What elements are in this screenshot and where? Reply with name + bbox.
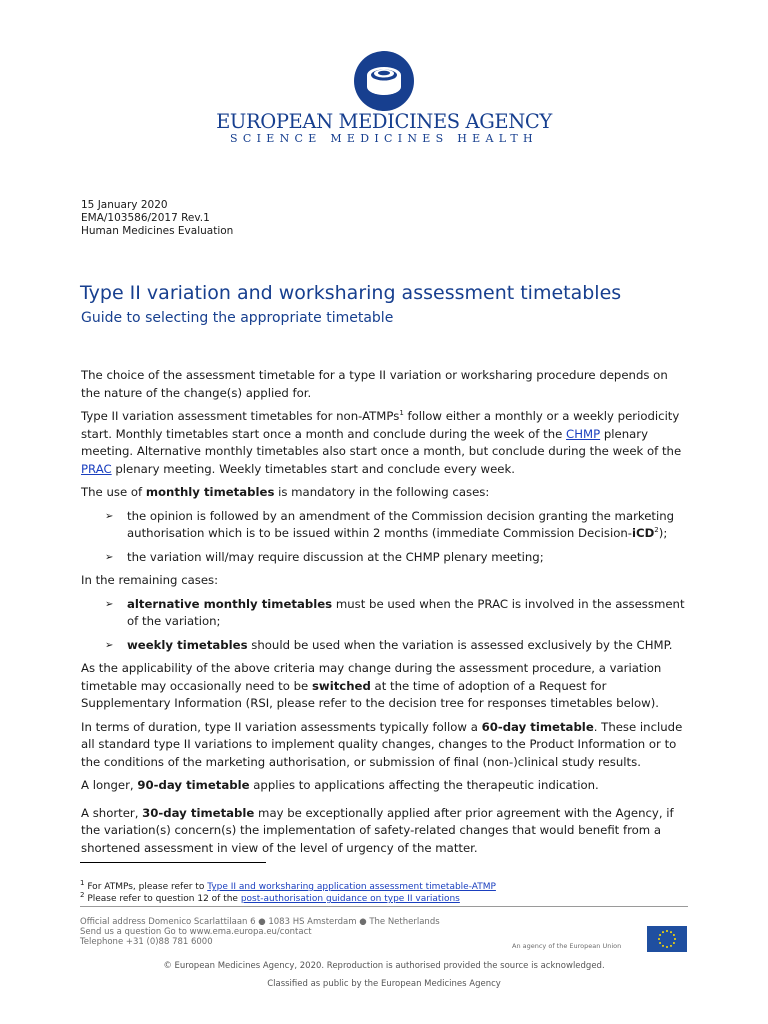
contact-line: Send us a question Go to www.ema.europa.eu/contact	[80, 927, 312, 937]
document-date: 15 January 2020	[81, 199, 168, 211]
eu-flag-icon	[647, 926, 687, 952]
paragraph-text: . These include all standard type II variations to implement quality changes, changes to the Product Information or to the conditions of the marketing authorisation, or submission of final (non-)clinical study results.	[81, 719, 683, 769]
paragraph-text: at the time of adoption of a Request for Supplementary Information (RSI, please refer to the decision tree for responses timetables below).	[81, 678, 659, 710]
eu-agency-label: An agency of the European Union	[512, 942, 622, 950]
bold-text: switched	[311, 678, 371, 693]
paragraph-text: A shorter,	[81, 805, 143, 820]
paragraph	[81, 660, 689, 713]
paragraph	[81, 777, 689, 795]
copyright-notice: © European Medicines Agency, 2020. Reproduction is authorised provided the source is acknowledged.	[163, 961, 605, 971]
eu-star-icon	[658, 938, 660, 940]
eu-star-icon	[670, 931, 672, 933]
bold-text: 30-day timetable	[142, 805, 255, 820]
agency-name: EUROPEAN MEDICINES AGENCY	[216, 110, 552, 133]
footnote-marker: 2	[654, 526, 659, 535]
eu-star-icon	[659, 934, 661, 936]
paragraph-text: The choice of the assessment timetable for a type II variation or worksharing procedure depends on the nature of the change(s) applied for.	[81, 368, 668, 400]
document-reference: EMA/103586/2017 Rev.1	[81, 212, 210, 224]
eu-star-icon	[666, 930, 668, 932]
paragraph-text: plenary meeting. Weekly timetables start and conclude every week.	[111, 461, 515, 476]
footnote-number: 2	[80, 891, 85, 899]
footnote-number: 1	[80, 879, 85, 887]
post-authorisation-guidance-link[interactable]: post-authorisation guidance on type II variations	[240, 894, 460, 904]
document-division: Human Medicines Evaluation	[81, 225, 234, 237]
paragraph-text: As the applicability of the above criteria may change during the assessment procedure, a variation timetable may occasionally need to be	[81, 661, 662, 693]
paragraph-text: In terms of duration, type II variation assessments typically follow a	[81, 719, 482, 734]
list-item	[81, 637, 689, 655]
address-line: Official address Domenico Scarlattilaan 6 ● 1083 HS Amsterdam ● The Netherlands	[80, 917, 440, 927]
eu-star-icon	[670, 945, 672, 947]
paragraph-text: may be exceptionally applied after prior agreement with the Agency, if the variation(s) concern(s) the implementation of safety-related changes that would benefit from a shortened assessment in view of the level of urgency of the matter.	[81, 805, 674, 855]
document-body	[81, 367, 689, 863]
paragraph	[81, 805, 689, 858]
paragraph-text: plenary meeting. Alternative monthly timetables also start once a month, but conclude during the week of the	[81, 426, 682, 458]
footnote-text: Please refer to question 12 of the	[84, 894, 241, 904]
bold-text: iCD	[632, 526, 655, 540]
eu-star-icon	[662, 945, 664, 947]
list-item-text: should be used when the variation is assessed exclusively by the CHMP.	[247, 637, 673, 652]
paragraph-text: In the remaining cases:	[81, 573, 219, 587]
classification-notice: Classified as public by the European Medicines Agency	[267, 979, 501, 989]
bold-text: alternative monthly timetables	[127, 596, 333, 611]
footnotes	[80, 881, 496, 905]
footnote-1	[80, 881, 496, 893]
atmp-timetable-link[interactable]: Type II and worksharing application assessment timetable-ATMP	[207, 882, 496, 892]
footnote-2	[80, 893, 496, 905]
bold-text: monthly timetables	[145, 485, 275, 499]
footnote-text: For ATMPs, please refer to	[84, 882, 208, 892]
footnote-marker: 1	[399, 409, 404, 418]
paragraph-text: The use of	[81, 485, 146, 499]
list-item	[81, 596, 689, 631]
paragraph-text: applies to applications affecting the therapeutic indication.	[249, 778, 599, 792]
bold-text: 90-day timetable	[137, 778, 250, 792]
document-subtitle: Guide to selecting the appropriate timetable	[81, 310, 394, 326]
bold-text: weekly timetables	[127, 637, 248, 652]
footer-divider	[80, 906, 688, 907]
paragraph-text: is mandatory in the following cases:	[274, 485, 490, 499]
bullet-list	[81, 596, 689, 655]
eu-star-icon	[673, 934, 675, 936]
paragraph	[81, 572, 689, 590]
arrow-bullet-icon: ➢	[105, 510, 114, 522]
paragraph-text: Type II variation assessment timetables for non-ATMPs	[81, 409, 400, 423]
list-item-text: the opinion is followed by an amendment of the Commission decision granting the marketing authorisation which is to be issued within 2 months (immediate Commission Decision-	[127, 508, 675, 540]
arrow-bullet-icon: ➢	[105, 639, 114, 651]
bold-text: 60-day timetable	[481, 719, 594, 734]
eu-star-icon	[666, 946, 668, 948]
eu-star-icon	[674, 938, 676, 940]
document-meta	[81, 199, 233, 238]
paragraph	[81, 367, 689, 402]
chmp-link[interactable]: CHMP	[566, 426, 601, 441]
bullet-list	[81, 508, 689, 567]
list-item-text: the variation will/may require discussion at the CHMP plenary meeting;	[127, 549, 544, 564]
paragraph	[81, 719, 689, 772]
arrow-bullet-icon: ➢	[105, 598, 114, 610]
eu-star-icon	[659, 942, 661, 944]
paragraph-text: A longer,	[81, 778, 138, 792]
list-item	[81, 549, 689, 567]
arrow-bullet-icon: ➢	[105, 551, 114, 563]
prac-link[interactable]: PRAC	[81, 461, 112, 476]
paragraph	[81, 408, 689, 478]
official-address	[80, 917, 440, 947]
telephone-line: Telephone +31 (0)88 781 6000	[80, 937, 213, 947]
agency-tagline: SCIENCE MEDICINES HEALTH	[230, 132, 538, 145]
ema-logo-icon	[353, 50, 415, 112]
list-item-text: );	[658, 526, 668, 540]
list-item-text: must be used when the PRAC is involved in the assessment of the variation;	[127, 596, 685, 628]
eu-star-icon	[673, 942, 675, 944]
eu-star-icon	[662, 931, 664, 933]
list-item	[81, 508, 689, 543]
paragraph	[81, 484, 689, 502]
document-title: Type II variation and worksharing assessment timetables	[80, 282, 622, 304]
paragraph-text: follow either a monthly or a weekly periodicity start. Monthly timetables start once a month and conclude during the week of the	[81, 409, 680, 441]
footnote-divider	[80, 862, 266, 863]
